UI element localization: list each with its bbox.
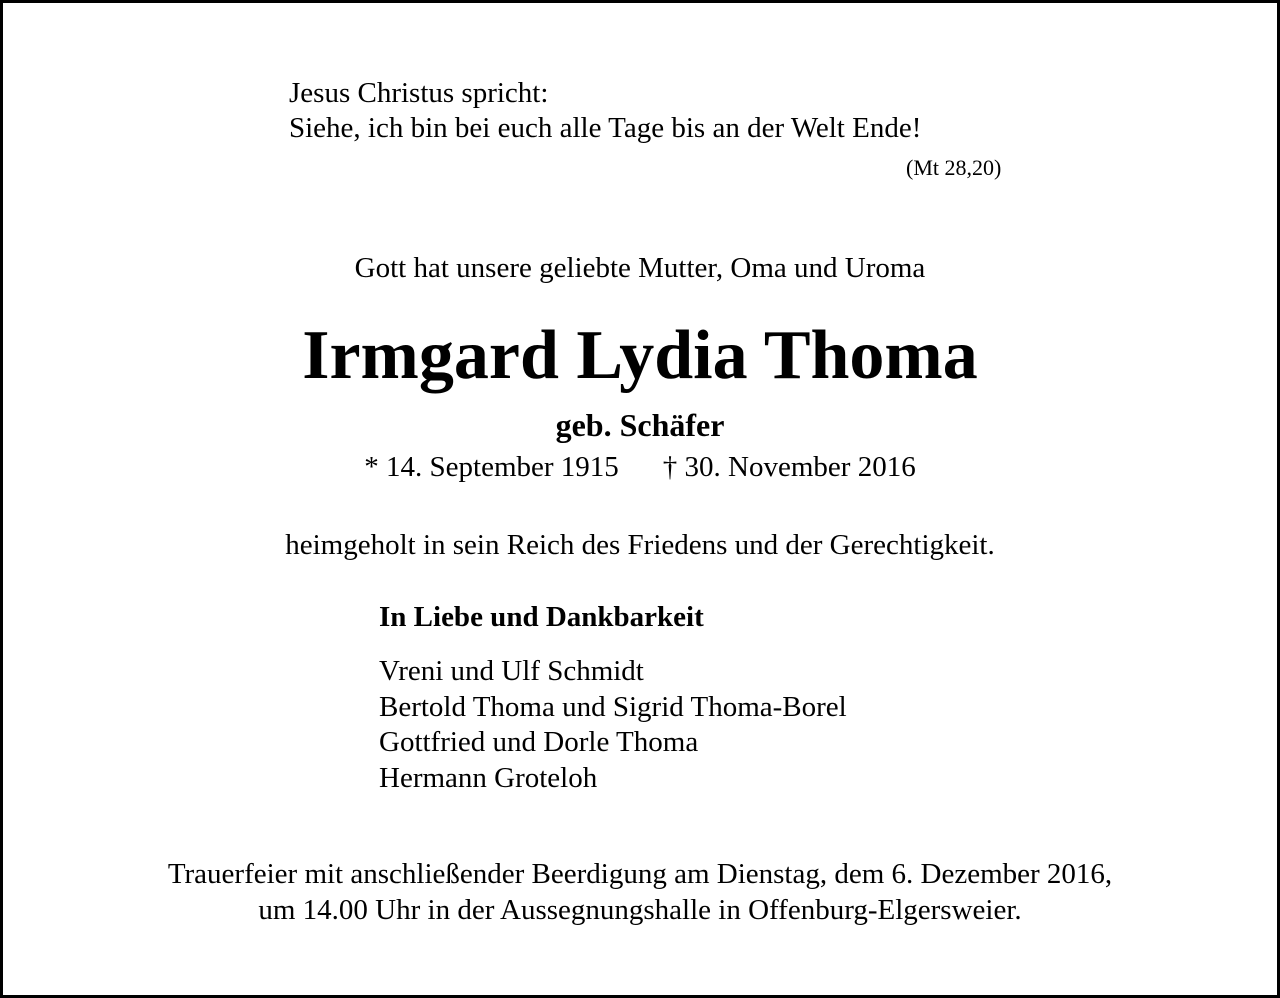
birth-date: * 14. September 1915	[364, 451, 619, 483]
bible-verse-reference: (Mt 28,20)	[906, 155, 1002, 180]
mourner-name: Bertold Thoma und Sigrid Thoma-Borel	[379, 690, 847, 723]
bible-verse-text: Siehe, ich bin bei euch alle Tage bis an der Welt Ende!	[289, 112, 922, 144]
mourner-name: Vreni und Ulf Schmidt	[379, 655, 644, 687]
announcement-closing: heimgeholt in sein Reich des Friedens und der Gerechtigkeit.	[285, 529, 995, 561]
death-date: † 30. November 2016	[662, 451, 916, 483]
mourner-name: Gottfried und Dorle Thoma	[379, 726, 699, 758]
announcement-intro: Gott hat unsere geliebte Mutter, Oma und Uroma	[354, 252, 926, 284]
funeral-details-line-2: um 14.00 Uhr in der Aussegnungshalle in Offenburg-Elgersweier.	[258, 894, 1022, 926]
mourners-heading: In Liebe und Dankbarkeit	[379, 601, 704, 633]
bible-verse-intro: Jesus Christus spricht:	[289, 77, 549, 109]
funeral-details-line-1: Trauerfeier mit anschließender Beerdigung am Dienstag, dem 6. Dezember 2016,	[167, 858, 1113, 890]
mourner-name: Hermann Groteloh	[379, 761, 598, 794]
deceased-name: Irmgard Lydia Thoma	[302, 317, 978, 394]
birth-name: geb. Schäfer	[555, 407, 725, 443]
mourners-list	[379, 654, 847, 796]
life-dates	[3, 453, 1277, 482]
